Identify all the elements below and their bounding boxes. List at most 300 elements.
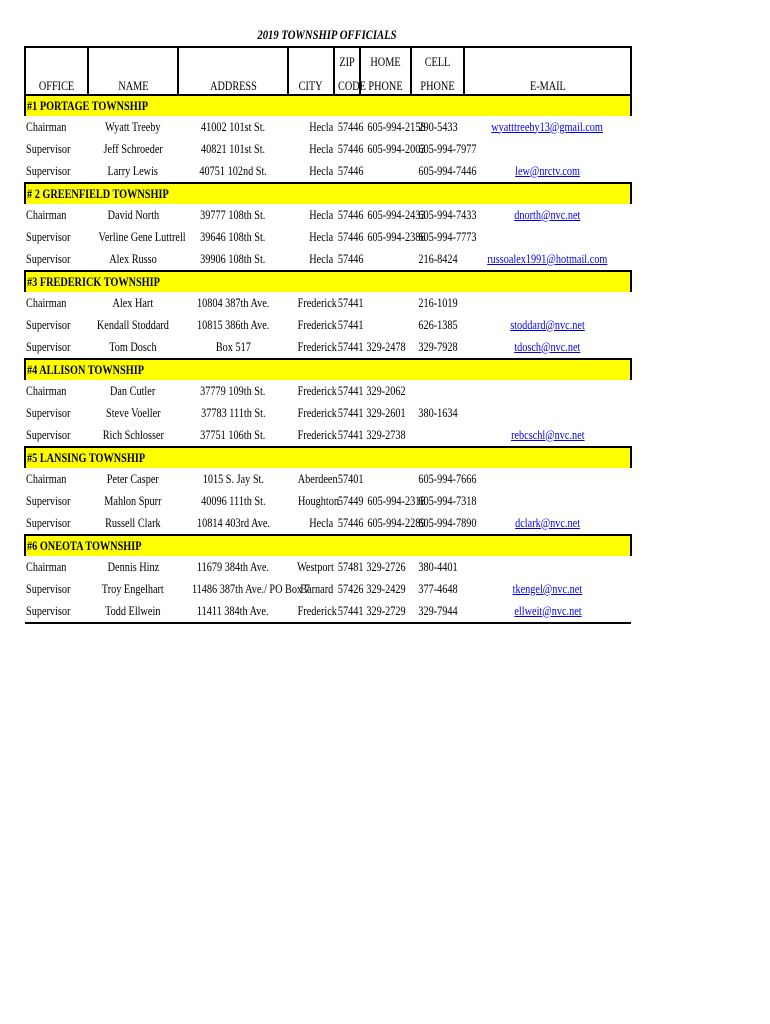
city-cell	[288, 204, 334, 226]
cell-phone-cell	[411, 116, 464, 138]
city-cell	[288, 424, 337, 447]
email-link[interactable]	[464, 204, 631, 226]
cell-phone-cell	[411, 468, 477, 490]
address-cell-text: 41002 101st St.	[200, 119, 266, 134]
office-cell	[25, 160, 88, 183]
address-cell	[178, 600, 288, 623]
city-cell-text: Westport	[297, 559, 334, 574]
home-phone-cell	[360, 578, 411, 600]
zip-cell-text: 57401	[337, 471, 364, 486]
page-title: 2019 TOWNSHIP OFFICIALS	[257, 27, 397, 42]
zip-cell-text: 57446	[337, 229, 364, 244]
home-phone-cell	[360, 138, 426, 160]
email-link-text[interactable]: tkengel@nvc.net	[512, 581, 583, 596]
name-cell	[88, 160, 178, 183]
email-link[interactable]	[464, 248, 631, 271]
name-cell	[88, 468, 178, 490]
name-cell	[88, 336, 178, 359]
zip-cell	[334, 226, 364, 248]
home-phone-cell	[360, 556, 411, 578]
header-name: NAME	[88, 47, 178, 95]
address-cell-text: 10814 403rd Ave.	[196, 515, 270, 530]
city-cell-text: Frederick	[297, 405, 337, 420]
home-phone-cell-text: 605-994-2158	[367, 119, 426, 134]
office-cell-text: Supervisor	[26, 427, 71, 442]
city-cell-text: Hecla	[309, 163, 333, 178]
name-cell	[88, 314, 178, 336]
cell-phone-cell-text: 380-4401	[417, 559, 458, 574]
zip-cell	[334, 402, 364, 424]
city-cell	[288, 248, 334, 271]
address-cell-text: 11679 384th Ave.	[196, 559, 270, 574]
cell-phone-cell-text: 329-7928	[417, 339, 458, 354]
zip-cell-text: 57446	[337, 163, 364, 178]
cell-phone-cell-text: 290-5433	[417, 119, 458, 134]
header-email: E-MAIL	[464, 47, 631, 95]
address-cell	[178, 248, 288, 271]
office-cell-text: Supervisor	[26, 251, 71, 266]
home-phone-cell-text: 329-2062	[365, 383, 406, 398]
email-link	[464, 138, 631, 160]
zip-cell	[334, 556, 364, 578]
cell-phone-cell-text: 216-8424	[417, 251, 458, 266]
name-cell	[88, 226, 186, 248]
officials-table	[24, 46, 632, 624]
address-cell	[178, 578, 310, 600]
office-cell-text: Supervisor	[26, 141, 71, 156]
name-cell-text: Todd Ellwein	[105, 603, 161, 618]
cell-phone-cell-text: 605-994-7890	[418, 515, 477, 530]
city-cell	[288, 380, 337, 402]
city-cell	[288, 160, 334, 183]
cell-phone-cell-text: 605-994-7446	[418, 163, 477, 178]
office-cell	[25, 314, 88, 336]
zip-cell-text: 57426	[337, 581, 364, 596]
office-cell-text: Supervisor	[26, 229, 71, 244]
zip-cell-text: 57481	[337, 559, 364, 574]
office-cell-text: Supervisor	[26, 581, 71, 596]
home-phone-cell-text: 329-2601	[365, 405, 406, 420]
home-phone-cell	[360, 292, 411, 314]
name-cell	[88, 138, 178, 160]
office-cell	[25, 226, 88, 248]
zip-cell	[334, 578, 364, 600]
cell-phone-cell	[411, 204, 477, 226]
table-row	[25, 600, 631, 623]
zip-cell-text: 57449	[337, 493, 364, 508]
zip-cell	[334, 292, 364, 314]
home-phone-cell	[360, 336, 411, 359]
section-title	[25, 95, 631, 116]
home-phone-cell	[360, 248, 411, 271]
email-link	[464, 490, 631, 512]
address-cell-text: 39646 108th St.	[200, 229, 266, 244]
city-cell	[288, 116, 334, 138]
cell-phone-cell	[411, 314, 464, 336]
email-link	[464, 292, 631, 314]
address-cell	[178, 160, 288, 183]
home-phone-cell-text: 329-2726	[365, 559, 406, 574]
office-cell	[25, 424, 88, 447]
section-header	[25, 447, 631, 468]
address-cell	[178, 424, 288, 447]
cell-phone-cell	[411, 578, 464, 600]
home-phone-cell	[360, 204, 426, 226]
table-row	[25, 226, 631, 248]
address-cell-text: 40821 101st St.	[200, 141, 266, 156]
section-header	[25, 535, 631, 556]
cell-phone-cell-text: 605-994-7433	[418, 207, 477, 222]
office-cell	[25, 402, 88, 424]
office-cell-text: Supervisor	[26, 339, 71, 354]
address-cell-text: 1015 S. Jay St.	[202, 471, 264, 486]
cell-phone-cell	[411, 600, 464, 623]
table-row	[25, 424, 631, 447]
name-cell	[88, 380, 178, 402]
email-link-text[interactable]: rebcschl@nvc.net	[510, 427, 585, 442]
zip-cell	[334, 116, 364, 138]
name-cell-text: Dennis Hinz	[107, 559, 159, 574]
home-phone-cell	[360, 314, 411, 336]
address-cell-text: 37751 106th St.	[200, 427, 266, 442]
address-cell	[178, 314, 288, 336]
city-cell-text: Hecla	[309, 141, 333, 156]
zip-cell	[334, 314, 364, 336]
zip-cell	[334, 512, 364, 535]
address-cell	[178, 490, 288, 512]
city-cell	[288, 490, 339, 512]
office-cell	[25, 578, 88, 600]
city-cell-text: Houghton	[298, 493, 339, 508]
name-cell-text: Jeff Schroeder	[103, 141, 163, 156]
section-title	[25, 535, 631, 556]
email-link[interactable]	[464, 424, 631, 447]
zip-cell	[334, 204, 364, 226]
name-cell-text: Wyatt Treeby	[105, 119, 161, 134]
city-cell	[288, 402, 337, 424]
address-cell	[178, 468, 288, 490]
header-zip-code: ZIP CODE	[334, 47, 360, 95]
header-home-phone: HOME PHONE	[360, 47, 411, 95]
email-link[interactable]	[464, 314, 631, 336]
home-phone-cell-text: 329-2478	[365, 339, 406, 354]
office-cell-text: Supervisor	[26, 493, 71, 508]
city-cell-text: Frederick	[297, 339, 337, 354]
email-link-text[interactable]: stoddard@nvc.net	[510, 317, 585, 332]
name-cell-text: Steve Voeller	[105, 405, 161, 420]
name-cell	[88, 248, 178, 271]
address-cell-text: Box 517	[215, 339, 251, 354]
zip-cell	[334, 138, 364, 160]
header-city: CITY	[288, 47, 334, 95]
office-cell	[25, 380, 88, 402]
zip-cell	[334, 248, 364, 271]
section-title	[25, 359, 631, 380]
zip-cell	[334, 336, 364, 359]
office-cell	[25, 600, 88, 623]
email-link-text[interactable]: russoalex1991@hotmail.com	[487, 251, 608, 266]
zip-cell-text: 57441	[337, 405, 364, 420]
address-cell-text: 37783 111th St.	[200, 405, 266, 420]
city-cell	[288, 600, 337, 623]
table-row	[25, 292, 631, 314]
office-cell	[25, 248, 88, 271]
city-cell	[288, 468, 338, 490]
office-cell	[25, 292, 88, 314]
name-cell-text: Mahlon Spurr	[104, 493, 162, 508]
cell-phone-cell	[411, 556, 464, 578]
header-cell-phone: CELL PHONE	[411, 47, 464, 95]
city-cell-text: Barnard	[299, 581, 333, 596]
header-office: OFFICE	[25, 47, 88, 95]
email-link	[464, 380, 631, 402]
address-cell-text: 40096 111th St.	[200, 493, 266, 508]
address-cell-text: 39906 108th St.	[200, 251, 266, 266]
section-title-text: #3 FREDERICK TOWNSHIP	[27, 274, 160, 289]
home-phone-cell-text: 329-2429	[365, 581, 406, 596]
section-header	[25, 271, 631, 292]
office-cell-text: Supervisor	[26, 405, 71, 420]
office-cell	[25, 116, 88, 138]
city-cell	[288, 226, 334, 248]
office-cell-text: Supervisor	[26, 515, 71, 530]
zip-cell	[334, 600, 364, 623]
section-title-text: #1 PORTAGE TOWNSHIP	[27, 98, 148, 113]
home-phone-cell	[360, 402, 411, 424]
section-header	[25, 359, 631, 380]
cell-phone-cell	[411, 138, 477, 160]
email-link[interactable]	[464, 512, 631, 535]
table-row	[25, 138, 631, 160]
address-cell	[178, 138, 288, 160]
home-phone-cell-text: 329-2738	[365, 427, 406, 442]
cell-phone-cell	[411, 402, 464, 424]
zip-cell-text: 57446	[337, 119, 364, 134]
address-cell	[178, 226, 288, 248]
office-cell-text: Chairman	[26, 559, 67, 574]
home-phone-cell	[360, 490, 426, 512]
address-cell	[178, 336, 288, 359]
name-cell-text: Verline Gene Luttrell	[98, 229, 186, 244]
city-cell	[288, 512, 334, 535]
home-phone-cell	[360, 116, 426, 138]
name-cell	[88, 424, 178, 447]
zip-cell-text: 57446	[337, 251, 364, 266]
city-cell-text: Hecla	[309, 229, 333, 244]
section-title	[25, 183, 631, 204]
table-row	[25, 380, 631, 402]
office-cell-text: Chairman	[26, 295, 67, 310]
cell-phone-cell	[411, 292, 464, 314]
cell-phone-cell	[411, 336, 464, 359]
office-cell	[25, 512, 88, 535]
table-row	[25, 512, 631, 535]
email-link[interactable]	[464, 600, 631, 623]
home-phone-cell	[360, 512, 426, 535]
office-cell	[25, 138, 88, 160]
city-cell	[288, 336, 337, 359]
table-row	[25, 204, 631, 226]
cell-phone-cell	[411, 160, 477, 183]
office-cell-text: Supervisor	[26, 317, 71, 332]
table-row	[25, 336, 631, 359]
email-link-text[interactable]: tdosch@nvc.net	[514, 339, 581, 354]
name-cell	[88, 402, 178, 424]
cell-phone-cell-text: 216-1019	[417, 295, 458, 310]
office-cell-text: Chairman	[26, 207, 67, 222]
city-cell	[288, 314, 337, 336]
office-cell-text: Supervisor	[26, 603, 71, 618]
name-cell-text: David North	[107, 207, 159, 222]
home-phone-cell	[360, 160, 411, 183]
city-cell	[288, 292, 337, 314]
table-header	[25, 47, 631, 95]
cell-phone-cell	[411, 490, 477, 512]
email-link[interactable]	[464, 578, 631, 600]
email-link-text[interactable]: dclark@nvc.net	[515, 515, 580, 530]
home-phone-cell-text: 605-994-2386	[367, 229, 426, 244]
name-cell-text: Russell Clark	[105, 515, 161, 530]
home-phone-cell	[360, 424, 411, 447]
office-cell-text: Supervisor	[26, 163, 71, 178]
cell-phone-cell-text: 605-994-7773	[418, 229, 477, 244]
city-cell-text: Hecla	[309, 515, 333, 530]
address-cell	[178, 556, 288, 578]
table-row	[25, 578, 631, 600]
office-cell-text: Chairman	[26, 471, 67, 486]
address-cell-text: 10804 387th Ave.	[196, 295, 270, 310]
office-cell-text: Chairman	[26, 383, 67, 398]
table-body	[25, 95, 631, 623]
name-cell	[88, 116, 178, 138]
cell-phone-cell	[411, 226, 477, 248]
home-phone-cell-text: 605-994-2289	[367, 515, 426, 530]
table-row	[25, 248, 631, 271]
section-title-text: # 2 GREENFIELD TOWNSHIP	[27, 186, 169, 201]
city-cell-text: Frederick	[297, 383, 337, 398]
home-phone-cell-text: 605-994-2003	[367, 141, 426, 156]
email-link	[464, 226, 631, 248]
email-link-text[interactable]: ellweit@nvc.net	[513, 603, 582, 618]
name-cell-text: Dan Cutler	[110, 383, 156, 398]
name-cell	[88, 490, 178, 512]
section-title-text: #4 ALLISON TOWNSHIP	[27, 362, 144, 377]
section-title	[25, 447, 631, 468]
name-cell	[88, 292, 178, 314]
name-cell-text: Alex Russo	[109, 251, 157, 266]
office-cell-text: Chairman	[26, 119, 67, 134]
home-phone-cell	[360, 600, 411, 623]
city-cell-text: Hecla	[309, 119, 333, 134]
zip-cell	[334, 424, 364, 447]
zip-cell	[334, 490, 364, 512]
name-cell-text: Rich Schlosser	[102, 427, 164, 442]
section-title-text: #5 LANSING TOWNSHIP	[27, 450, 146, 465]
office-cell	[25, 204, 88, 226]
office-cell	[25, 556, 88, 578]
table-row	[25, 314, 631, 336]
city-cell-text: Frederick	[297, 317, 337, 332]
zip-cell-text: 57441	[337, 317, 364, 332]
city-cell-text: Frederick	[297, 295, 337, 310]
home-phone-cell	[360, 226, 426, 248]
email-link	[464, 468, 631, 490]
cell-phone-cell	[411, 424, 464, 447]
city-cell-text: Hecla	[309, 251, 333, 266]
address-cell	[178, 204, 288, 226]
name-cell-text: Peter Casper	[106, 471, 160, 486]
name-cell-text: Alex Hart	[112, 295, 154, 310]
home-phone-cell	[360, 380, 411, 402]
address-cell-text: 40751 102nd St.	[199, 163, 267, 178]
table-row	[25, 402, 631, 424]
city-cell-text: Frederick	[297, 427, 337, 442]
cell-phone-cell	[411, 380, 464, 402]
name-cell-text: Larry Lewis	[107, 163, 159, 178]
cell-phone-cell	[411, 248, 464, 271]
home-phone-cell-text: 329-2729	[365, 603, 406, 618]
name-cell	[88, 512, 178, 535]
table-row	[25, 556, 631, 578]
table-row	[25, 490, 631, 512]
zip-cell-text: 57446	[337, 207, 364, 222]
table-row	[25, 116, 631, 138]
city-cell-text: Hecla	[309, 207, 333, 222]
section-header	[25, 183, 631, 204]
office-cell	[25, 468, 88, 490]
address-cell-text: 11411 384th Ave.	[197, 603, 269, 618]
address-cell	[178, 512, 288, 535]
address-cell	[178, 402, 288, 424]
zip-cell-text: 57441	[337, 427, 364, 442]
officials-sheet	[24, 24, 630, 624]
city-cell-text: Aberdeen	[297, 471, 338, 486]
zip-cell-text: 57446	[337, 515, 364, 530]
email-link[interactable]	[464, 116, 631, 138]
cell-phone-cell-text: 329-7944	[417, 603, 458, 618]
zip-cell-text: 57441	[337, 383, 364, 398]
city-cell	[288, 556, 334, 578]
cell-phone-cell-text: 605-994-7977	[418, 141, 477, 156]
header-address: ADDRESS	[178, 47, 288, 95]
table-row	[25, 160, 631, 183]
home-phone-cell-text: 605-994-2318	[367, 493, 426, 508]
zip-cell	[334, 380, 364, 402]
name-cell	[88, 600, 178, 623]
email-link[interactable]	[464, 336, 631, 359]
address-cell	[178, 380, 288, 402]
name-cell	[88, 204, 178, 226]
email-link-text[interactable]: wyatttreeby13@gmail.com	[491, 119, 604, 134]
cell-phone-cell-text: 605-994-7318	[418, 493, 477, 508]
email-link-text[interactable]: dnorth@nvc.net	[514, 207, 581, 222]
cell-phone-cell	[411, 512, 477, 535]
home-phone-cell	[360, 468, 411, 490]
section-title	[25, 271, 631, 292]
address-cell-text: 11486 387th Ave./ PO Box 7	[191, 581, 310, 596]
zip-cell	[334, 468, 364, 490]
address-cell	[178, 292, 288, 314]
zip-cell-text: 57441	[337, 603, 364, 618]
cell-phone-cell-text: 605-994-7666	[418, 471, 477, 486]
office-cell	[25, 490, 88, 512]
email-link-text[interactable]: lew@nrctv.com	[515, 163, 580, 178]
zip-cell-text: 57441	[337, 339, 364, 354]
name-cell	[88, 556, 178, 578]
email-link[interactable]	[464, 160, 631, 183]
zip-cell-text: 57446	[337, 141, 364, 156]
cell-phone-cell-text: 626-1385	[417, 317, 458, 332]
